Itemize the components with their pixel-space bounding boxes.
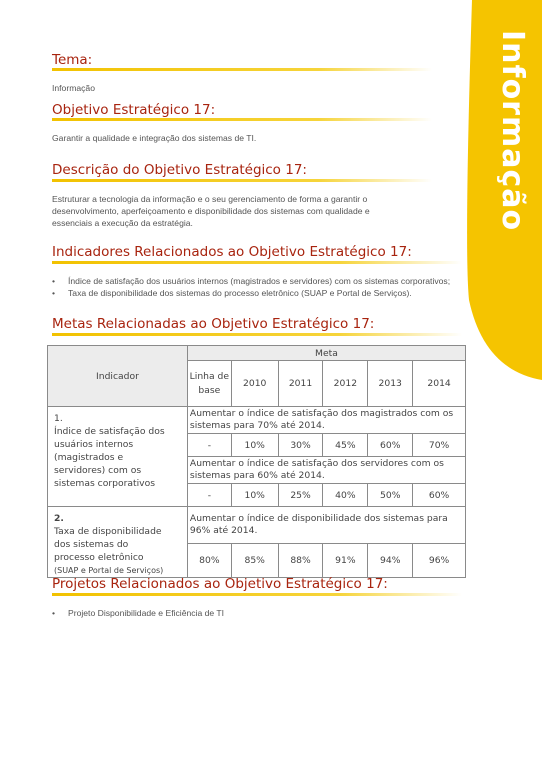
value-cell: 40% [323,484,368,507]
heading-projetos: Projetos Relacionados ao Objetivo Estratégico 17: [52,576,388,592]
value-cell: 70% [413,434,466,457]
header-year: 2013 [368,361,413,407]
list-item: • Índice de satisfação dos usuários internos (magistrados e servidores) com os sistemas corporativos; [52,275,450,287]
value-cell: 96% [413,544,466,578]
value-cell: 45% [323,434,368,457]
list-item: • Projeto Disponibilidade e Eficiência de TI [52,607,224,619]
value-cell: 60% [413,484,466,507]
indicadores-list [52,275,450,299]
header-meta: Meta [187,346,465,361]
heading-tema: Tema: [52,52,93,68]
side-title: Informação [495,30,530,232]
rule-metas [52,333,462,336]
value-cell: 50% [368,484,413,507]
indicator-1-number: 1. [54,413,63,424]
indicator-1-cell [48,407,188,507]
value-cell: 60% [368,434,413,457]
header-year: 2011 [278,361,323,407]
meta-description: Aumentar o índice de disponibilidade dos sistemas para 96% até 2014. [187,507,465,544]
heading-metas: Metas Relacionadas ao Objetivo Estratégico 17: [52,316,375,332]
metas-table [47,345,466,578]
indicator-2-name-small: (SUAP e Portal de Serviços) [54,566,164,575]
value-cell: - [187,484,231,507]
meta-description: Aumentar o índice de satisfação dos magistrados com os sistemas para 70% até 2014. [187,407,465,434]
header-linha-base: Linha de base [187,361,231,407]
indicator-2-name-wrap [54,525,172,577]
projetos-list [52,607,224,619]
heading-objetivo: Objetivo Estratégico 17: [52,102,216,118]
text-objetivo: Garantir a qualidade e integração dos sistemas de TI. [52,133,257,143]
value-cell: 80% [187,544,231,578]
rule-objetivo [52,118,432,121]
header-year: 2010 [231,361,278,407]
rule-projetos [52,593,462,596]
value-cell: - [187,434,231,457]
rule-indicadores [52,261,462,264]
side-band [464,0,542,380]
header-year: 2012 [323,361,368,407]
text-tema: Informação [52,83,95,93]
value-cell: 30% [278,434,323,457]
rule-tema [52,68,432,71]
heading-indicadores: Indicadores Relacionados ao Objetivo Estratégico 17: [52,244,412,260]
heading-descricao: Descrição do Objetivo Estratégico 17: [52,162,307,178]
header-year: 2014 [413,361,466,407]
value-cell: 91% [323,544,368,578]
rule-descricao [52,179,432,182]
value-cell: 88% [278,544,323,578]
value-cell: 94% [368,544,413,578]
header-indicador: Indicador [48,346,188,407]
indicator-2-cell [48,507,188,578]
indicator-2-number: 2. [54,513,64,524]
value-cell: 10% [231,484,278,507]
meta-description: Aumentar o índice de satisfação dos servidores com os sistemas para 60% até 2014. [187,457,465,484]
list-item: • Taxa de disponibilidade dos sistemas do processo eletrônico (SUAP e Portal de Serviços). [52,287,450,299]
text-descricao: Estruturar a tecnologia da informação e o seu gerenciamento de forma a garantir o desenvolvimento, aperfeiçoamento e disponibilidade dos sistemas com qualidade e essenciais a execução da estratégia. [52,194,370,228]
value-cell: 25% [278,484,323,507]
indicator-1-name: Índice de satisfação dos usuários internos (magistrados e servidores) com os sistemas corporativos [54,426,165,489]
value-cell: 85% [231,544,278,578]
indicator-2-name: Taxa de disponibilidade dos sistemas do processo eletrônico [54,526,162,563]
value-cell: 10% [231,434,278,457]
